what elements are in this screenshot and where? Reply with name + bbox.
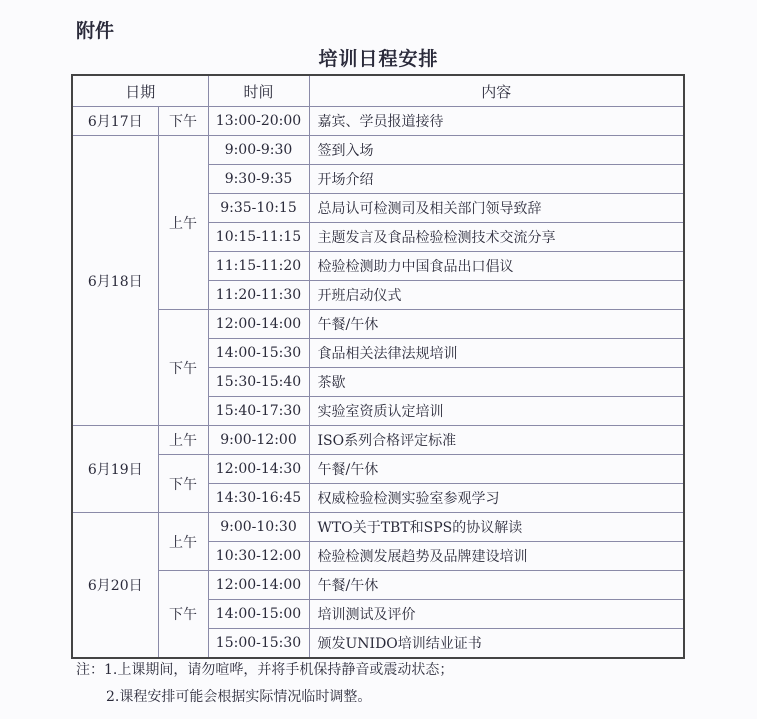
table-row bbox=[72, 455, 684, 484]
time-cell: 14:00-15:00 bbox=[208, 600, 309, 629]
time-cell: 13:00-20:00 bbox=[208, 107, 309, 136]
table-row bbox=[72, 107, 684, 136]
time-cell: 9:00-12:00 bbox=[208, 426, 309, 455]
header-content: 内容 bbox=[309, 75, 684, 107]
attachment-label: 附件 bbox=[76, 20, 115, 42]
content-cell: 午餐/午休 bbox=[309, 571, 684, 600]
schedule-table bbox=[71, 74, 685, 659]
date-cell: 6月17日 bbox=[72, 107, 158, 136]
content-cell: WTO关于TBT和SPS的协议解读 bbox=[309, 513, 684, 542]
time-cell: 10:15-11:15 bbox=[208, 223, 309, 252]
time-cell: 15:00-15:30 bbox=[208, 629, 309, 659]
table-row bbox=[72, 426, 684, 455]
content-cell: 检验检测助力中国食品出口倡议 bbox=[309, 252, 684, 281]
time-cell: 15:30-15:40 bbox=[208, 368, 309, 397]
content-cell: 权威检验检测实验室参观学习 bbox=[309, 484, 684, 513]
time-cell: 10:30-12:00 bbox=[208, 542, 309, 571]
period-cell: 上午 bbox=[158, 136, 208, 310]
table-row bbox=[72, 571, 684, 600]
content-cell: 签到入场 bbox=[309, 136, 684, 165]
content-cell: 嘉宾、学员报道接待 bbox=[309, 107, 684, 136]
content-cell: ISO系列合格评定标准 bbox=[309, 426, 684, 455]
content-cell: 开班启动仪式 bbox=[309, 281, 684, 310]
content-cell: 实验室资质认定培训 bbox=[309, 397, 684, 426]
time-cell: 11:15-11:20 bbox=[208, 252, 309, 281]
time-cell: 9:00-9:30 bbox=[208, 136, 309, 165]
content-cell: 午餐/午休 bbox=[309, 310, 684, 339]
date-cell: 6月18日 bbox=[72, 136, 158, 426]
period-cell: 上午 bbox=[158, 426, 208, 455]
time-cell: 9:30-9:35 bbox=[208, 165, 309, 194]
note-2: 2.课程安排可能会根据实际情况临时调整。 bbox=[106, 689, 372, 705]
time-cell: 14:30-16:45 bbox=[208, 484, 309, 513]
time-cell: 9:00-10:30 bbox=[208, 513, 309, 542]
content-cell: 茶歇 bbox=[309, 368, 684, 397]
content-cell: 颁发UNIDO培训结业证书 bbox=[309, 629, 684, 659]
time-cell: 12:00-14:00 bbox=[208, 571, 309, 600]
table-header-row bbox=[72, 75, 684, 107]
table-row bbox=[72, 310, 684, 339]
period-cell: 下午 bbox=[158, 455, 208, 513]
note-1: 注：1.上课期间，请勿喧哗，并将手机保持静音或震动状态； bbox=[76, 662, 454, 678]
time-cell: 14:00-15:30 bbox=[208, 339, 309, 368]
content-cell: 培训测试及评价 bbox=[309, 600, 684, 629]
header-time: 时间 bbox=[208, 75, 309, 107]
time-cell: 11:20-11:30 bbox=[208, 281, 309, 310]
date-cell: 6月19日 bbox=[72, 426, 158, 513]
period-cell: 下午 bbox=[158, 310, 208, 426]
time-cell: 12:00-14:30 bbox=[208, 455, 309, 484]
content-cell: 检验检测发展趋势及品牌建设培训 bbox=[309, 542, 684, 571]
table-row bbox=[72, 136, 684, 165]
date-cell: 6月20日 bbox=[72, 513, 158, 659]
page-title: 培训日程安排 bbox=[318, 48, 439, 70]
period-cell: 下午 bbox=[158, 107, 208, 136]
time-cell: 12:00-14:00 bbox=[208, 310, 309, 339]
content-cell: 总局认可检测司及相关部门领导致辞 bbox=[309, 194, 684, 223]
content-cell: 食品相关法律法规培训 bbox=[309, 339, 684, 368]
table-row bbox=[72, 513, 684, 542]
time-cell: 15:40-17:30 bbox=[208, 397, 309, 426]
content-cell: 午餐/午休 bbox=[309, 455, 684, 484]
header-date: 日期 bbox=[72, 75, 208, 107]
period-cell: 下午 bbox=[158, 571, 208, 659]
time-cell: 9:35-10:15 bbox=[208, 194, 309, 223]
period-cell: 上午 bbox=[158, 513, 208, 571]
content-cell: 开场介绍 bbox=[309, 165, 684, 194]
content-cell: 主题发言及食品检验检测技术交流分享 bbox=[309, 223, 684, 252]
notes bbox=[76, 657, 453, 711]
